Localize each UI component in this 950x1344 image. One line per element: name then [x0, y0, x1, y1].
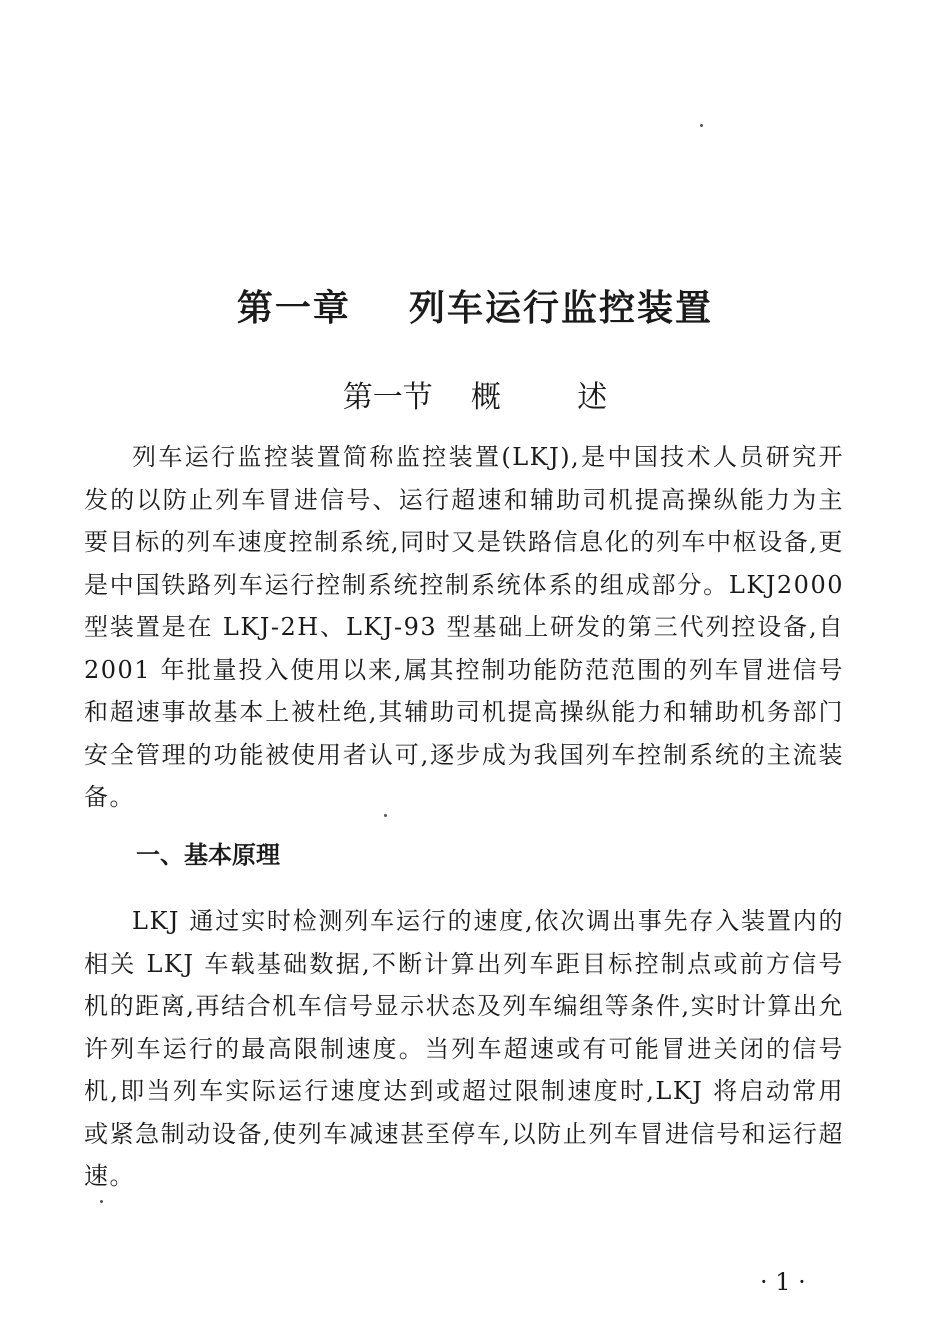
page-number: · 1 · [760, 1268, 806, 1296]
scan-speck [100, 1200, 103, 1203]
body-paragraph-2: LKJ 通过实时检测列车运行的速度,依次调出事先存入装置内的相关 LKJ 车载基础数据,不断计算出列车距目标控制点或前方信号机的距离,再结合机车信号显示状态及列车编组等条件,实时计算出允许列车运行的最高限制速度。当列车超速或有可能冒进关闭的信号机,即当列车实际运行速度达到或超过限制速度时,LKJ 将启动常用或紧急制动设备,使列车减速甚至停车,以防止列车冒进信号和运行超速。 [84, 907, 844, 1190]
scan-speck [384, 814, 387, 817]
section-title: 第一节 概 述 [342, 380, 608, 415]
body-paragraph-1: 列车运行监控装置简称监控装置(LKJ),是中国技术人员研究开发的以防止列车冒进信号、运行超速和辅助司机提高操纵能力为主要目标的列车速度控制系统,同时又是铁路信息化的列车中枢设备,更是中国铁路列车运行控制系统控制系统体系的组成部分。LKJ2000 型装置是在 LKJ-2H、LKJ-93 型基础上研发的第三代列控设备,自 2001 年批量投入使用以来,属其控制功能防范范围的列车冒进信号和超速事故基本上被杜绝,其辅助司机提高操纵能力和辅助机务部门安全管理的功能被使用者认可,逐步成为我国列车控制系统的主流装备。 [84, 443, 844, 811]
chapter-title: 第一章 列车运行监控装置 [236, 288, 714, 329]
scan-speck [700, 124, 703, 127]
subsection-heading: 一、基本原理 [136, 841, 280, 869]
